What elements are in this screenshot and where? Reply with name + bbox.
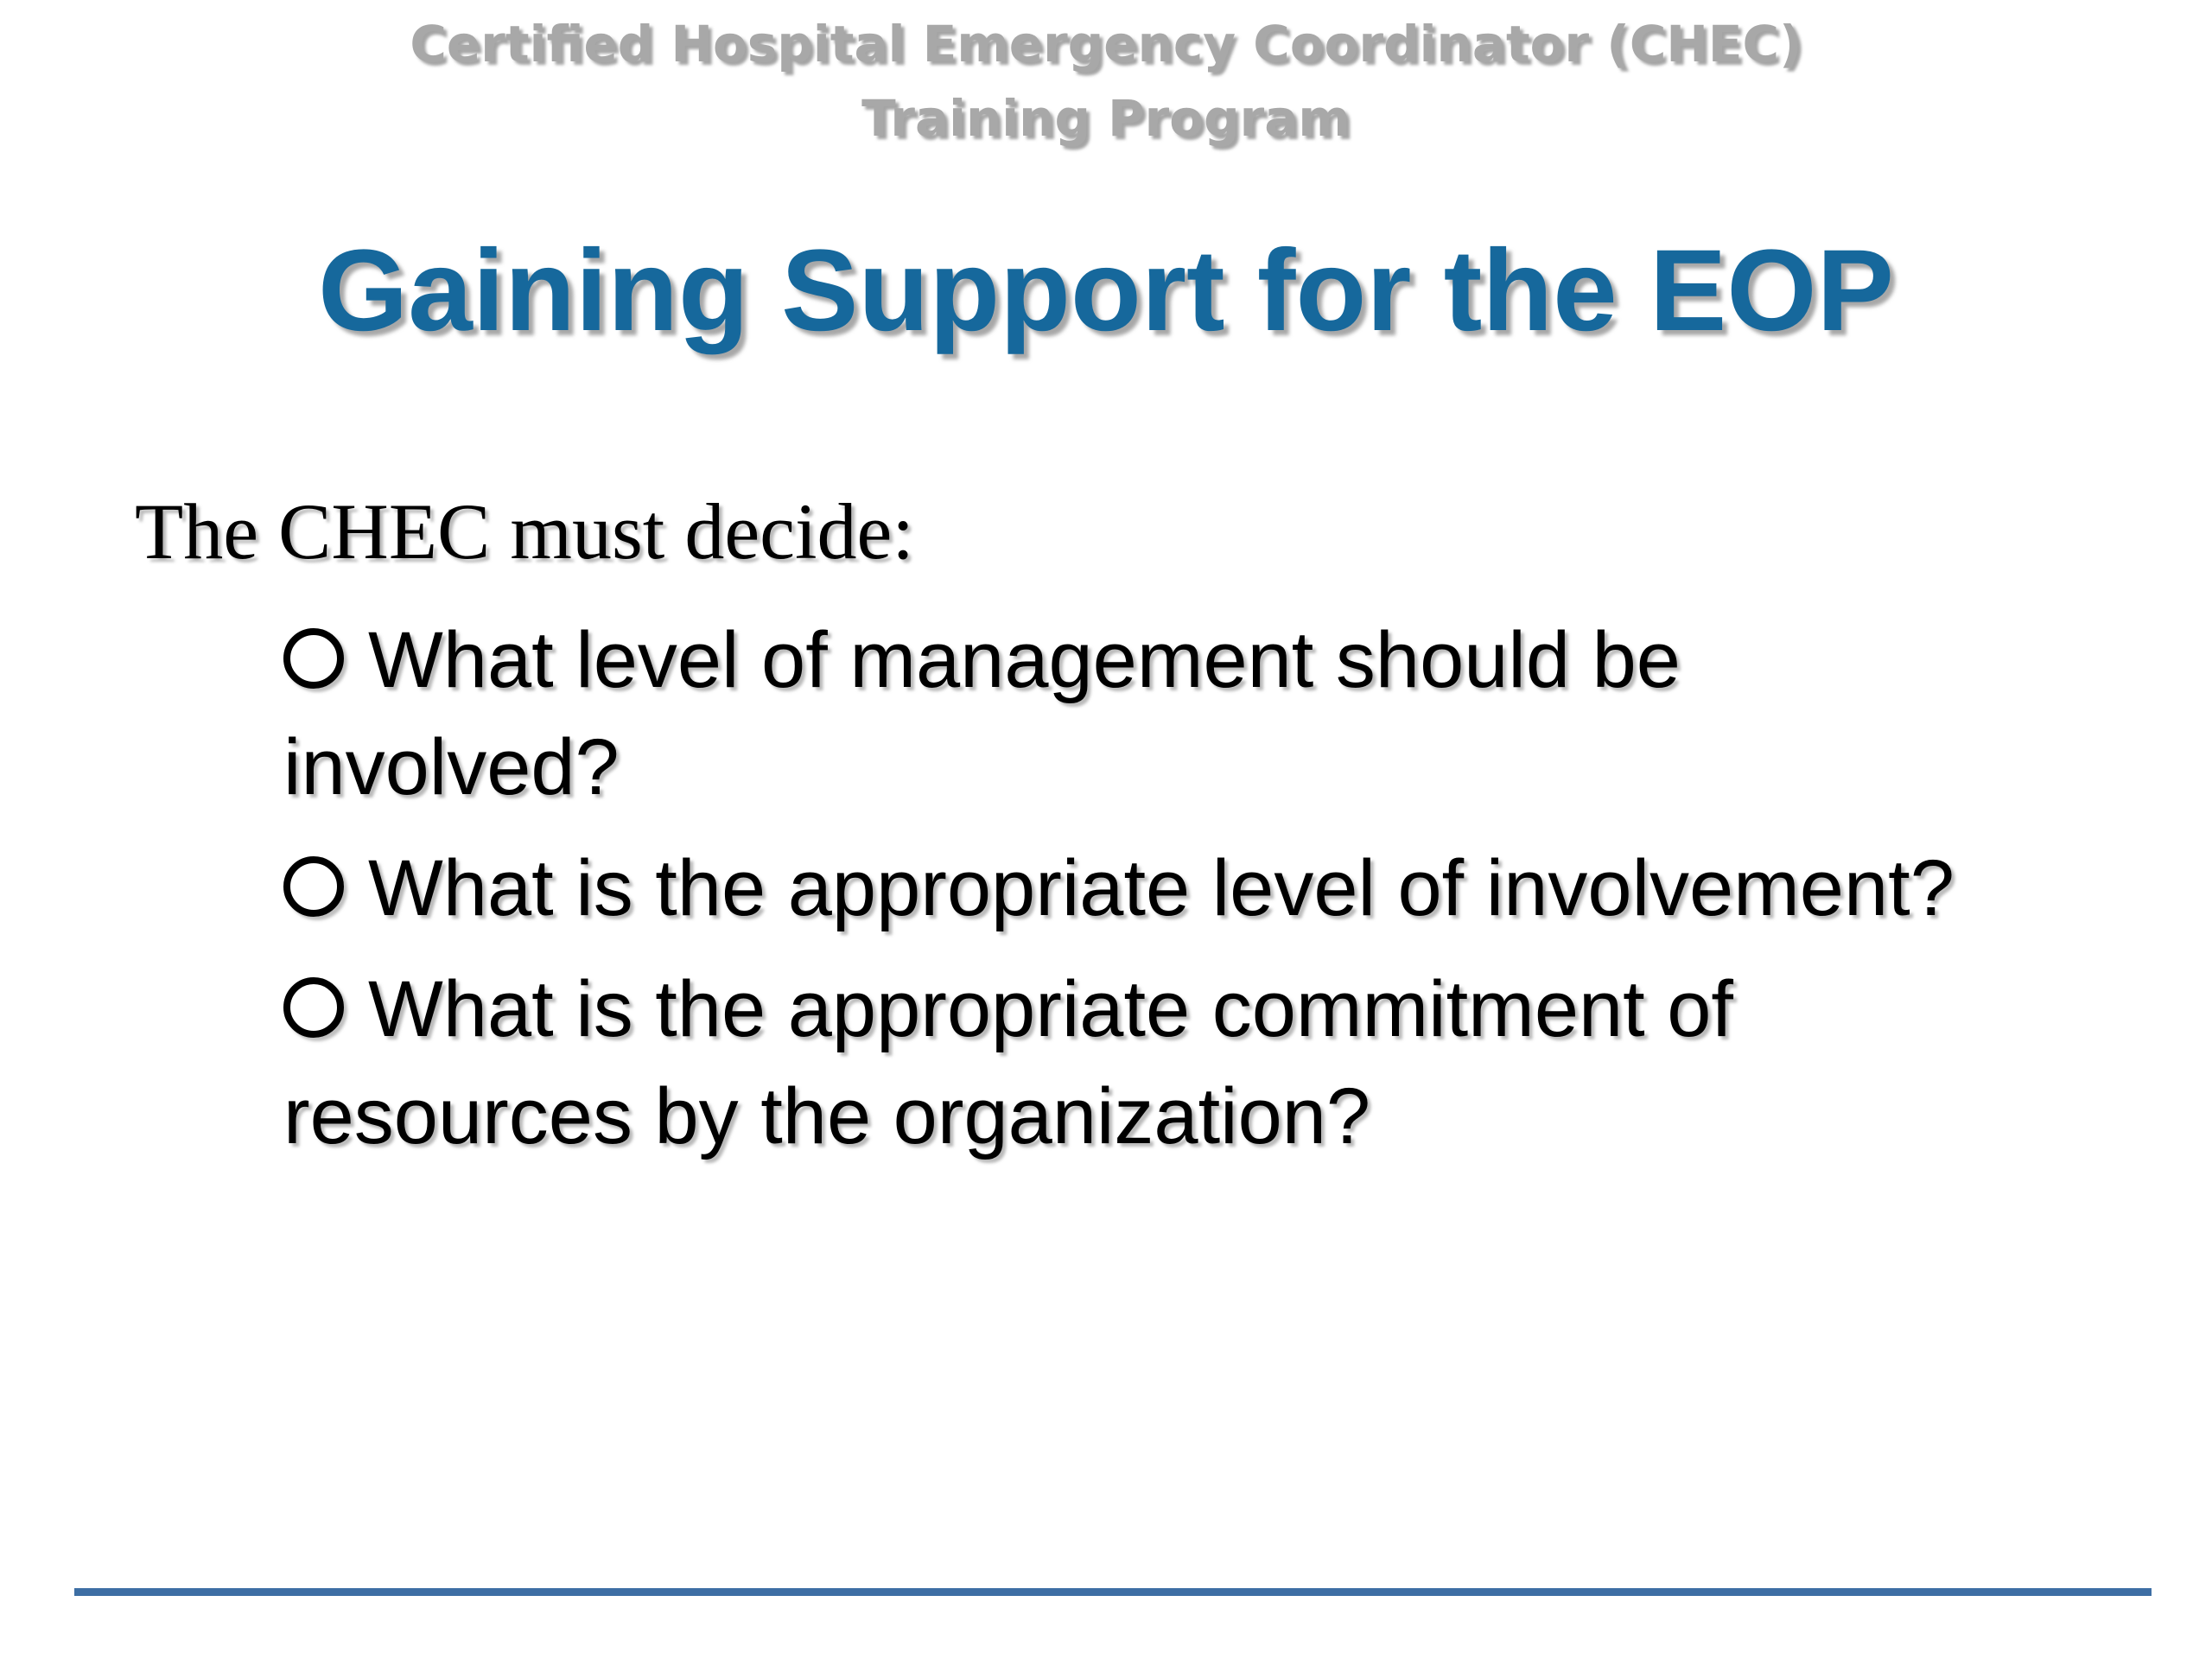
bullet-text: What level of management should be involved? bbox=[283, 616, 1681, 811]
bullet-list bbox=[283, 607, 2012, 1184]
footer-divider bbox=[74, 1588, 2152, 1596]
bullet-text: What is the appropriate level of involvement? bbox=[368, 844, 1955, 932]
bullet-item bbox=[283, 956, 2012, 1170]
slide-title: Gaining Support for the EOP bbox=[318, 226, 1894, 355]
header-line-2: Training Program bbox=[861, 89, 1351, 148]
slide-header bbox=[0, 7, 2212, 156]
hollow-circle-icon bbox=[283, 977, 344, 1038]
bullet-item bbox=[283, 607, 2012, 821]
bullet-item bbox=[283, 835, 2012, 942]
hollow-circle-icon bbox=[283, 628, 344, 689]
header-line-1: Certified Hospital Emergency Coordinator (CHEC) bbox=[410, 15, 1802, 73]
bullet-text: What is the appropriate commitment of resources by the organization? bbox=[283, 965, 1733, 1160]
intro-text: The CHEC must decide: bbox=[135, 487, 914, 575]
hollow-circle-icon bbox=[283, 856, 344, 917]
